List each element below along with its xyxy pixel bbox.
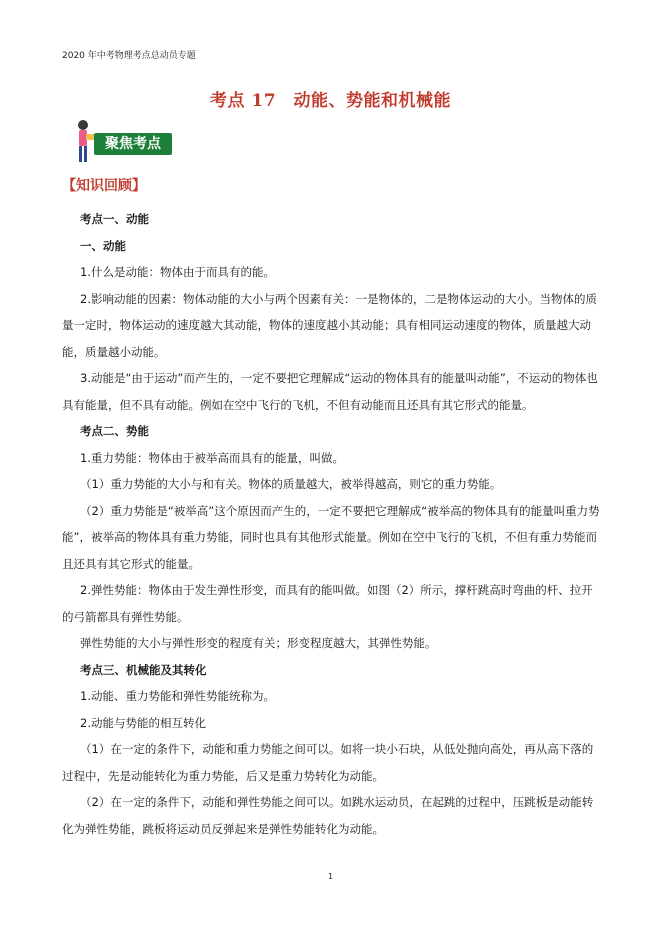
paragraph-line: （1）在一定的条件下，动能和重力势能之间可以。如将一块小石块，从低处抛向高处，再从高下落的 bbox=[80, 742, 594, 756]
paragraph-line: 量一定时，物体运动的速度越大其动能，物体的速度越小其动能；具有相同运动速度的物体，质量越大动 bbox=[62, 318, 591, 332]
focus-banner-label: 聚焦考点 bbox=[94, 133, 172, 155]
page-title: 考点 17 动能、势能和机械能 bbox=[209, 91, 452, 111]
paragraph-line: 3.动能是“由于运动”而产生的，一定不要把它理解成“运动的物体具有的能量叫动能”，不运动的物体也 bbox=[80, 371, 598, 385]
reading-person-icon bbox=[70, 118, 96, 166]
focus-banner bbox=[64, 118, 172, 166]
topic-heading: 考点二、势能 bbox=[80, 424, 149, 438]
page-header: 2020 年中考物理考点总动员专题 bbox=[62, 51, 196, 61]
page-number: 1 bbox=[327, 872, 334, 881]
paragraph-line: 能”，被举高的物体具有重力势能，同时也具有其他形式能量。例如在空中飞行的飞机，不但有重力势能而 bbox=[62, 530, 597, 544]
paragraph-line: 且还具有其它形式的能量。 bbox=[62, 556, 200, 571]
paragraph-line: 过程中，先是动能转化为重力势能，后又是重力势转化为动能。 bbox=[62, 768, 384, 783]
paragraph-line: 2.影响动能的因素：物体动能的大小与两个因素有关：一是物体的，二是物体运动的大小。当物体的质 bbox=[80, 291, 597, 306]
paragraph-line: 1.动能、重力势能和弹性势能统称为。 bbox=[80, 689, 275, 703]
topic-heading: 考点三、机械能及其转化 bbox=[80, 662, 207, 677]
topic-heading: 考点一、动能 bbox=[80, 212, 149, 226]
section-heading: 【知识回顾】 bbox=[62, 178, 146, 194]
document-body bbox=[62, 206, 607, 842]
paragraph-line: （1）重力势能的大小与和有关。物体的质量越大，被举得越高，则它的重力势能。 bbox=[80, 477, 502, 491]
paragraph-line: 化为弹性势能，跳板将运动员反弹起来是弹性势能转化为动能。 bbox=[62, 821, 384, 836]
paragraph-line: 1.重力势能：物体由于被举高而具有的能量，叫做。 bbox=[80, 450, 344, 465]
paragraph-line: 1.什么是动能：物体由于而具有的能。 bbox=[80, 265, 275, 279]
paragraph-line: 2.动能与势能的相互转化 bbox=[80, 715, 206, 730]
paragraph-line: 具有能量，但不具有动能。例如在空中飞行的飞机，不但有动能而且还具有其它形式的能量。 bbox=[62, 397, 534, 412]
subheading: 一、动能 bbox=[80, 238, 126, 253]
paragraph-line: 的弓箭都具有弹性势能。 bbox=[62, 609, 189, 624]
paragraph-line: 2.弹性势能：物体由于发生弹性形变，而具有的能叫做。如图（2）所示，撑杆跳高时弯曲的杆、拉开 bbox=[80, 583, 593, 597]
paragraph-line: （2）在一定的条件下，动能和弹性势能之间可以。如跳水运动员，在起跳的过程中，压跳板是动能转 bbox=[80, 795, 594, 809]
paragraph-line: 弹性势能的大小与弹性形变的程度有关；形变程度越大，其弹性势能。 bbox=[80, 636, 437, 650]
paragraph-line: （2）重力势能是“被举高”这个原因而产生的，一定不要把它理解成“被举高的物体具有的能量叫重力势 bbox=[80, 503, 600, 518]
paragraph-line: 能，质量越小动能。 bbox=[62, 344, 166, 359]
